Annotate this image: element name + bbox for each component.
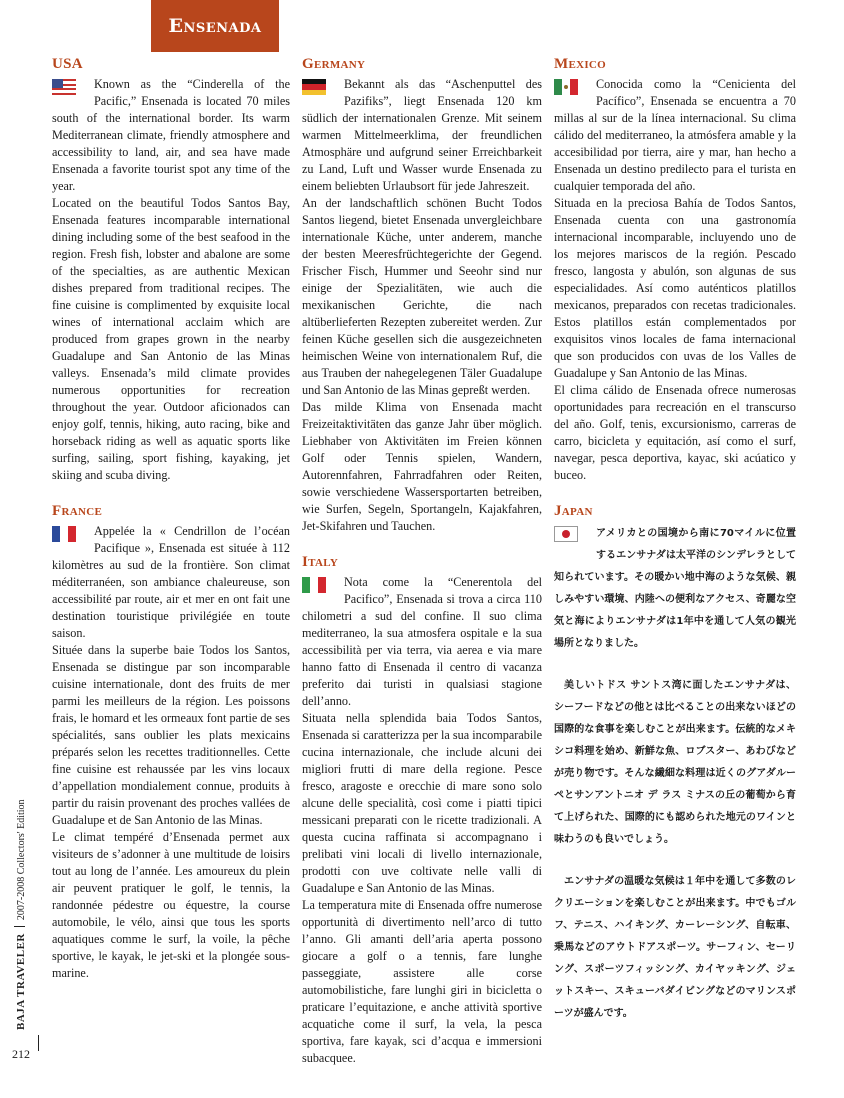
paragraph-usa-2: Located on the beautiful Todos Santos Bay, Ensenada features incomparable international dining including some of the best seafood in the region. Fresh fish, lobster and abalone are some of the specialties, as are authentic Mexican dishes prepared from traditional recipes. The fine cuisine is complimented by exquisite local wines of international acclaim which are produced from grapes grown in the nearby Guadalupe and San Antonio de las Minas valleys. Ensenada’s mild climate provides numerous opportunities for recreation throughout the year. Outdoor aficionados can enjoy golf, tennis, hiking, auto racing, bike and horseback riding as well as aquatic sports like surfing, sailing, sport fishing, kayaking, jet skiing and scuba diving. xyxy=(52,196,290,482)
paragraph-germany-3: Das milde Klima von Ensenada macht Freizeitaktivitäten das ganze Jahr über möglich. Liebhaber von Aktivitäten im Freien können Golf oder Tennis spielen, Wandern, Autorennfahren, Fahrradfahren oder Reiten, sowie verschiedene Wassersportarten betreiben, wie Surfen, Segeln, Sportangeln, Kajakfahren, Jet-Skifahren und Tauchen. xyxy=(302,400,542,533)
paragraph-italy-2: Situata nella splendida baia Todos Santos, Ensenada si caratterizza per la sua incomparabile cucina internazionale, che include alcuni dei migliori frutti di mare della regione. Pesce fresco, aragoste e orecchie di mare sono solo alcune delle specialità, così come i piatti tipici messicani preparati con le ricette tradizionali. A questa cucina raffinata si accompagnano i prelibati vini locali di livello internazionale, prodotti con uve coltivate nelle valli di Guadalupe e San Antonio de las Minas. xyxy=(302,711,542,895)
paragraph-italy-1: Nota come la “Cenerentola del Pacifico”, Ensenada si trova a circa 110 chilometri a sud del confine. Il suo clima mediterraneo, la sua atmosfera ospitale e la sua accessibilità per via terra, via aerea e via mare hanno fatto di Ensenada il centro di vacanza preferito dai turisti in qualsiasi stagione dell’anno. xyxy=(302,575,542,708)
paragraph-italy-3: La temperatura mite di Ensenada offre numerose opportunità di divertimento nell’arco di tutto l’anno. Gli amanti dell’aria aperta possono giocare a golf o a tennis, fare lunghe passeggiate, assistere alle corse automobilistiche, fare lunghi giri in bicicletta o praticare l’equitazione, e anche attività sportive acquatiche come il surf, la vela, la pesca sportiva, fare kayak, sci d’acqua e immersioni subacquee. xyxy=(302,898,542,1065)
flag-mexico-icon xyxy=(554,79,578,95)
page-title: Ensenada xyxy=(151,0,279,52)
magazine-credit xyxy=(14,799,27,1030)
column-right xyxy=(554,55,796,1039)
edition-label: 2007-2008 Collectors' Edition xyxy=(16,799,27,921)
credit-divider xyxy=(14,926,25,927)
paragraph-france-2: Située dans la superbe baie Todos los Santos, Ensenada se distingue par son incomparable cuisine internationale, dont des fruits de mer parmi les meilleurs de la région. Les poissons frais, le homard et les ormeaux font partie de ses spécialités, sans oublier les plats mexicains préparés selon les recettes traditionnelles. Cette fine cuisine est rehaussée par les vins locaux d’appellation mondialement connue, produits à partir du raisin provenant des proches vallées de Guadalupe et de San Antonio de las Minas. xyxy=(52,643,290,827)
flag-france-icon xyxy=(52,526,76,542)
paragraph-japan-1: アメリカとの国境から南に70マイルに位置するエンサナダは太平洋のシンデレラとして知られています。その暖かい地中海のような気候、親しみやすい環境、内陸への便利なアクセス、奇麗な空気と海によりエンサナダは1年中を通して人気の観光場所となりました。 xyxy=(554,528,796,649)
paragraph-germany-1: Bekannt als das “Aschenputtel des Pazifiks”, liegt Ensenada 120 km südlich der internationalen Grenze. Mit seinem warmen Mittelmeerklima, der freundlichen Atmosphäre und aufgrund seiner Erreichbarkeit zu Land, Luft und Wasser wurde Ensenada zu einem beliebten Urlaubsort für jede Jahreszeit. xyxy=(302,77,542,193)
paragraph-japan-2: 美しいトドス サントス湾に面したエンサナダは、シーフードなどの他とは比べることの出来ないほどの国際的な食事を楽しむことが出来ます。伝統的なメキシコ料理を始め、新鮮な魚、ロブスター、あわびなどが売り物です。そんな繊細な料理は近くのグアダルーペとサンアントニオ デ ラス ミナスの丘の葡萄から育て上げられた、国際的にも認められた地元のワインと味わうのも良いでしょう。 xyxy=(554,680,796,845)
section-heading-germany: Germany xyxy=(302,56,366,72)
section-heading-usa: USA xyxy=(52,56,83,72)
paragraph-france-3: Le climat tempéré d’Ensenada permet aux visiteurs de s’adonner à une multitude de loisirs tout au long de l’année. Les amoureux du plein air peuvent pratiquer le golf, le tennis, la randonnée pédestre ou équestre, la course automobile, le vélo, ainsi que tous les sports aquatiques comme le surf, la voile, la pêche sportive, le kayak, le jet-ski et la plongée sous-marine. xyxy=(52,830,290,980)
page-number-divider xyxy=(38,1035,39,1051)
section-heading-france: France xyxy=(52,503,103,519)
paragraph-usa-1: Known as the “Cinderella of the Pacific,” Ensenada is located 70 miles south of the international border. Its warm Mediterranean climate, friendly atmosphere and accessibility to land, air, and sea have made Ensenada a favorite tourist spot any time of the year. xyxy=(52,77,290,193)
paragraph-germany-2: An der landschaftlich schönen Bucht Todos Santos liegend, bietet Ensenada unvergleichbare internationale Küche, unter anderem, manche der besten Meeresfrüchtegerichte der Gegend. Frischer Fisch, Hummer und Seeohr sind nur einige der Spezialitäten, wie auch die mexikanischen Gerichte, die nach altüberlieferten Rezepten zubereitet werden. Zur feinen Küche gesellen sich die ausgezeichneten heimischen Weine von internationalem Ruf, die aus Trauben der nahegelegenen Täler Guadalupe und San Antonio de las Minas gepreßt werden. xyxy=(302,196,542,397)
paragraph-japan-3: エンサナダの温暖な気候は１年中を通して多数のレクリエーションを楽しむことが出来ます。中でもゴルフ、テニス、ハイキング、カーレーシング、自転車、乗馬などのアウトドアスポーツ。サーフィン、セーリング、スポーツフィッシング、カイヤッキング、ジェットスキー、スキューバダイビングなどのマリンスポーツが盛んです。 xyxy=(554,876,796,1019)
section-heading-italy: Italy xyxy=(302,554,339,570)
paragraph-mexico-3: El clima cálido de Ensenada ofrece numerosas oportunidades para recreación en el transcurso del año. Golf, tenis, excursionismo, carreras de carro, bicicleta y equitación, así como el surf, navegar, pesca deportiva, kayac, ski acúatico y buceo. xyxy=(554,383,796,482)
section-heading-mexico: Mexico xyxy=(554,56,607,72)
section-italy xyxy=(302,553,542,1067)
section-germany xyxy=(302,55,542,535)
flag-italy-icon xyxy=(302,577,326,593)
paragraph-france-1: Appelée la « Cendrillon de l’océan Pacifique », Ensenada est située à 112 kilomètres au sud de la frontière. Son climat méditerranéen, son ambiance chaleureuse, son accessibilité par route, air et mer en ont fait une destination touristique privilégiée en toute saison. xyxy=(52,524,290,640)
flag-germany-icon xyxy=(302,79,326,95)
section-heading-japan: Japan xyxy=(554,503,593,519)
section-mexico xyxy=(554,55,796,484)
paragraph-mexico-1: Conocida como la “Cenicienta del Pacífico”, Ensenada se encuentra a 70 millas al sur de la línea internacional. Su clima cálido del mediterraneo, la atmósfera amable y la accesibilidad por tierra, aire y mar, han hecho a Ensenada un destino predilecto para el turista en cualquier temporada del año. xyxy=(554,77,796,193)
column-middle xyxy=(302,55,542,1081)
page-number: 212 xyxy=(12,1047,30,1061)
flag-usa-icon xyxy=(52,79,76,95)
column-left xyxy=(52,55,290,996)
magazine-name: BAJA TRAVELER xyxy=(15,933,27,1030)
section-france xyxy=(52,502,290,982)
section-usa xyxy=(52,55,290,484)
flag-japan-icon xyxy=(554,526,578,542)
section-japan xyxy=(554,502,796,1025)
paragraph-mexico-2: Situada en la preciosa Bahía de Todos Santos, Ensenada cuenta con una gastronomía internacional incomparable, incluyendo uno de los mejores mariscos de la región. Pescado fresco, langosta y abulón, son algunas de sus especialidades. Así como auténticos platillos mexicanos, preparados con recetas tradicionales. Estos platillos están complementados por exquisitos vinos locales de fama internacional que son producidos con uvas de los Valles de Guadalupe y San Antonio de las Minas. xyxy=(554,196,796,380)
